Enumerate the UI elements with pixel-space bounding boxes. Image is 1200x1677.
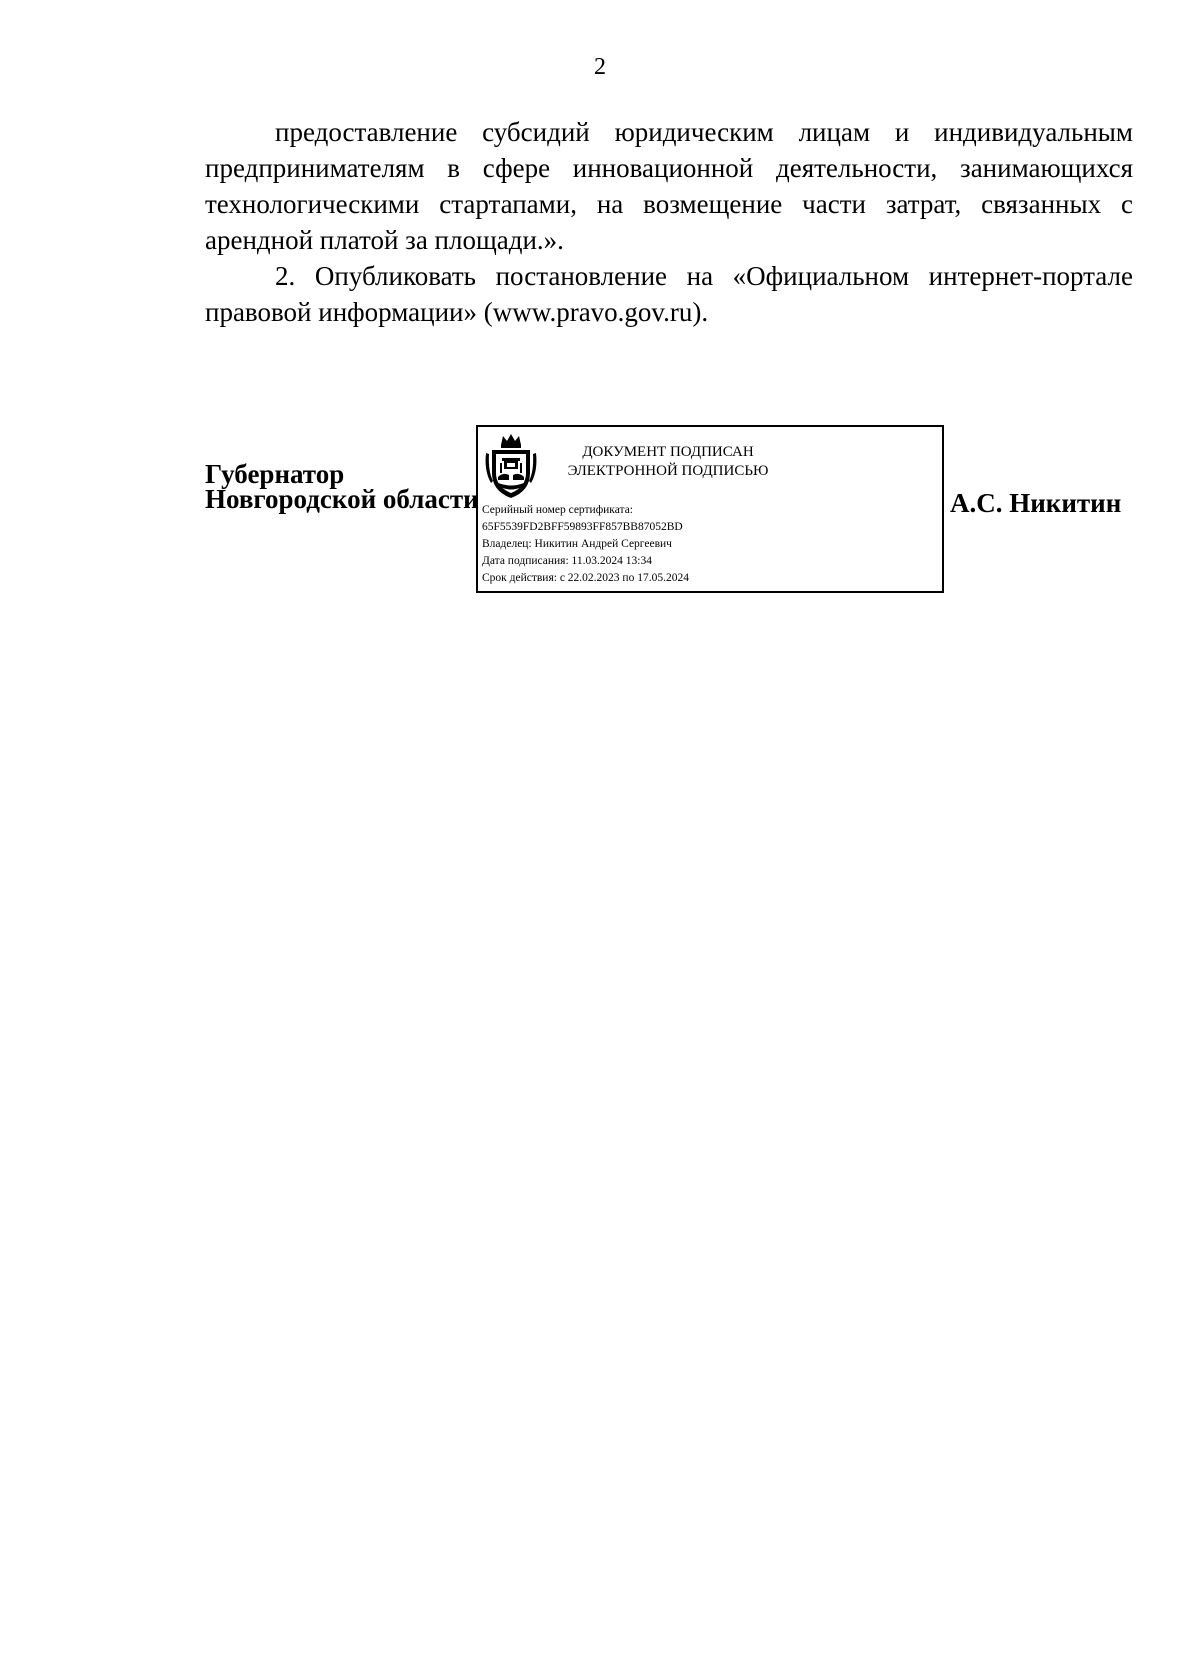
signing-date: Дата подписания: 11.03.2024 13:34 (482, 555, 652, 567)
certificate-serial-label: Серийный номер сертификата: (482, 504, 633, 516)
stamp-header (558, 443, 778, 481)
certificate-validity: Срок действия: с 22.02.2023 по 17.05.2024 (482, 572, 689, 584)
governor-title-line2: Новгородской области (205, 484, 479, 514)
coat-of-arms-icon (483, 431, 539, 501)
page-number: 2 (594, 54, 606, 80)
governor-title-line1: Губернатор (205, 459, 345, 489)
electronic-signature-stamp (476, 425, 944, 593)
paragraph-subsidy: предоставление субсидий юридическим лицам и индивидуальным предпринимателям в сфере инновационной деятельности, занимающихся технологическими стартапами, на возмещение части затрат, связанных с арендной платой за площади.». (205, 117, 1133, 255)
paragraph-publish: 2. Опубликовать постановление на «Официальном интернет-портале правовой информации» (www.pravo.gov.ru). (205, 261, 1133, 327)
stamp-details (482, 502, 938, 587)
certificate-serial-number: 65F5539FD2BFF59893FF857BB87052BD (482, 521, 683, 533)
certificate-owner: Владелец: Никитин Андрей Сергеевич (482, 538, 672, 550)
document-body (205, 114, 1133, 330)
governor-title (205, 459, 479, 514)
stamp-header-line2: ЭЛЕКТРОННОЙ ПОДПИСЬЮ (567, 463, 769, 479)
signer-name: А.С. Никитин (950, 488, 1122, 518)
stamp-header-line1: ДОКУМЕНТ ПОДПИСАН (582, 444, 754, 460)
